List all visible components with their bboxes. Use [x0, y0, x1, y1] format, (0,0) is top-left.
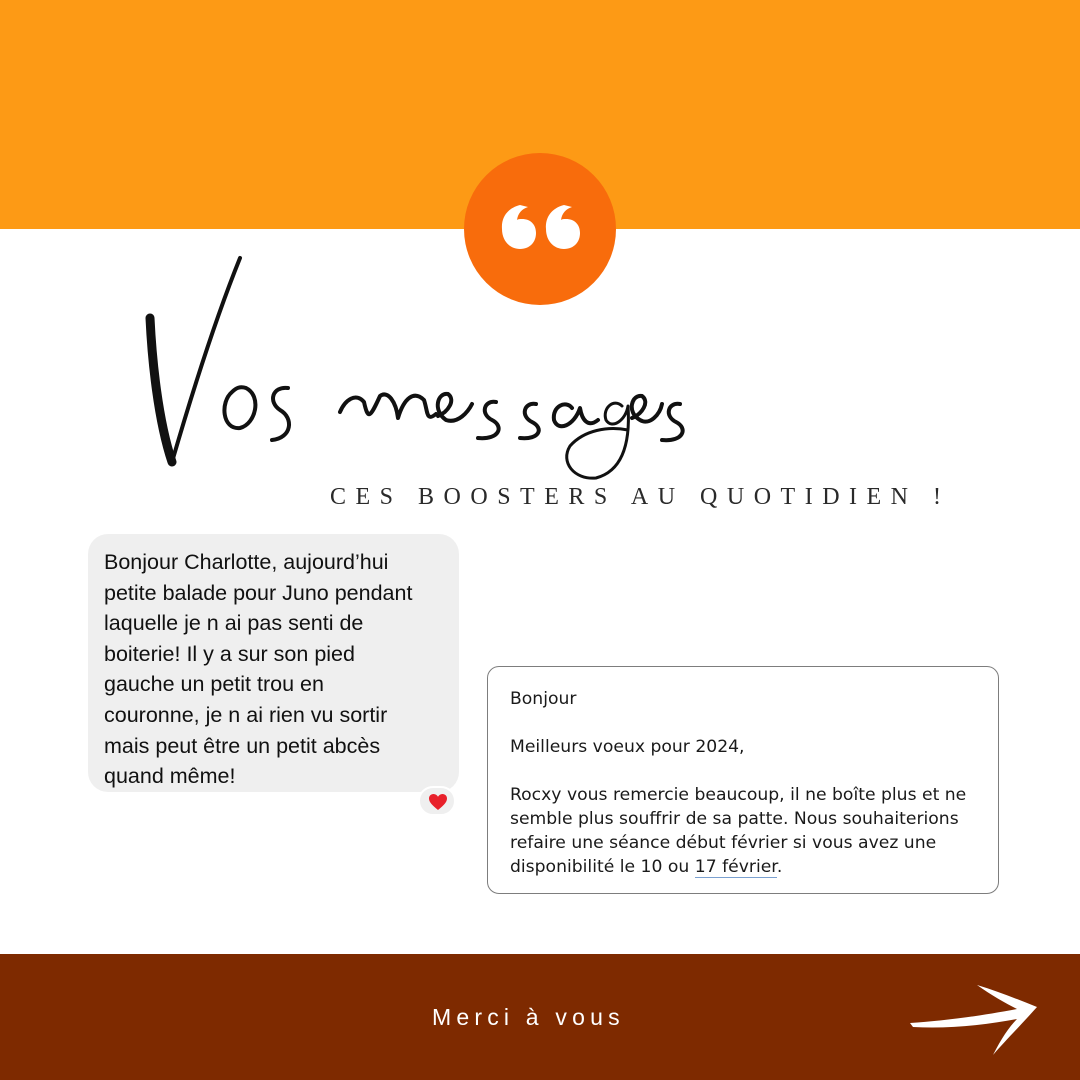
heart-icon	[428, 793, 448, 811]
sms-message-bubble	[88, 534, 459, 792]
footer-thanks-label: Merci à vous	[432, 1004, 625, 1030]
email-message-card	[487, 666, 999, 894]
email-greeting: Bonjour	[510, 689, 577, 709]
page-title-script	[0, 0, 1080, 520]
message-reaction[interactable]	[418, 786, 456, 816]
email-body-end: .	[776, 857, 783, 877]
subtitle: CES BOOSTERS AU QUOTIDIEN !	[330, 484, 951, 510]
email-body	[510, 783, 984, 879]
arrow-right-icon[interactable]	[905, 975, 1045, 1065]
email-wishes: Meilleurs voeux pour 2024,	[510, 737, 745, 757]
page-title: Vos messages	[150, 462, 157, 463]
email-body-text: Rocxy vous remercie beaucoup, il ne boîte plus et ne semble plus souffrir de sa patte. Nous souhaiterions refaire une séance début février si vous avez une disponibilité le 10 ou	[510, 785, 967, 877]
email-date-link[interactable]: 17 février	[694, 857, 777, 877]
sms-message-text: Bonjour Charlotte, aujourd’hui petite balade pour Juno pendant laquelle je n ai pas senti de boiterie! Il y a sur son pied gauche un petit trou en couronne, je n ai rien vu sortir mais peut être un petit abcès quand même!	[104, 550, 413, 789]
